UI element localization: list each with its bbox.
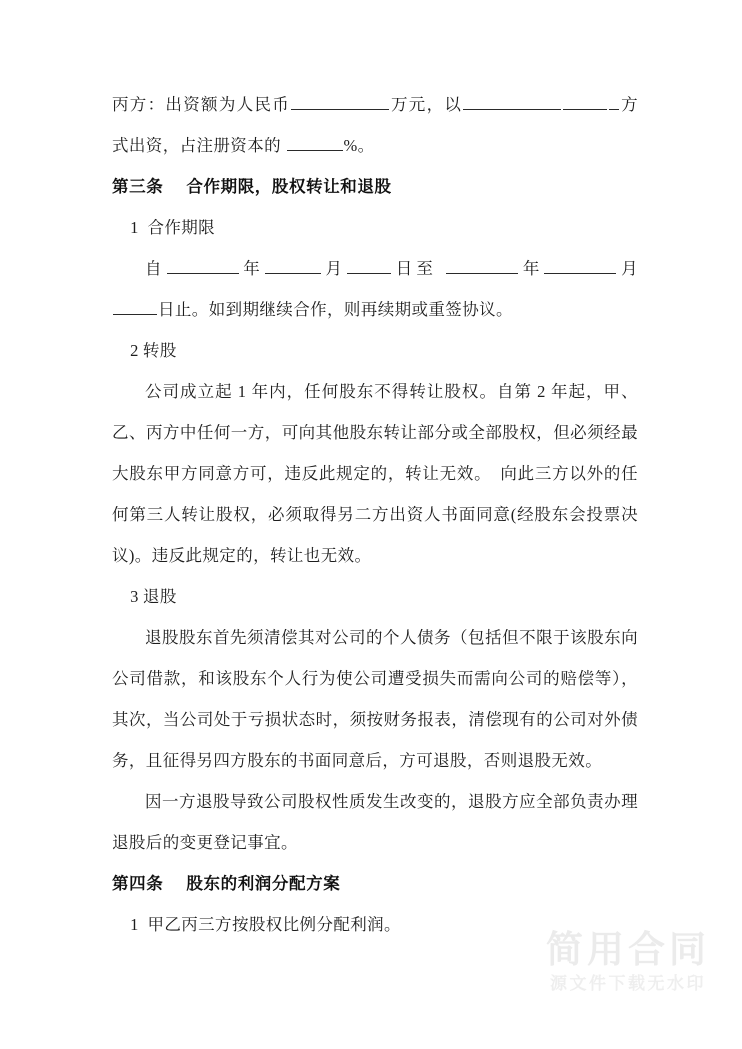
paragraph-party-c-contribution xyxy=(112,84,638,166)
term-dates-segment-2: 年 xyxy=(239,259,264,278)
paragraph-term-dates xyxy=(112,248,638,330)
subitem-4-1-profit-distribution xyxy=(112,904,638,945)
heading-article-four-number: 第四条 xyxy=(112,874,164,893)
paragraph-withdrawal-registration-change: 因一方退股导致公司股权性质发生改变的，退股方应全部负责办理退股后的变更登记事宜。 xyxy=(112,792,638,852)
blank-end-day[interactable] xyxy=(113,298,157,315)
party-c-text-segment-1: 丙方：出资额为人民币 xyxy=(112,95,291,114)
term-dates-segment-7: 日止。如到期继续合作，则再续期或重签协议。 xyxy=(158,300,513,319)
subitem-3-number: 3 xyxy=(130,587,139,606)
subitem-4-1-text: 甲乙丙三方按股权比例分配利润。 xyxy=(147,915,401,934)
party-c-text-segment-4: %。 xyxy=(343,136,375,155)
heading-article-four xyxy=(112,863,638,904)
term-dates-segment-1: 自 xyxy=(145,259,166,278)
blank-start-year[interactable] xyxy=(167,257,239,274)
subitem-3-text: 退股 xyxy=(142,587,177,606)
watermark-tagline-text: 源文件下载无水印 xyxy=(550,973,706,993)
party-c-text-segment-3: 方式出资，占注册资本的 xyxy=(112,95,639,155)
party-c-text-segment-2: 万元，以 xyxy=(390,95,463,114)
subitem-2-number: 2 xyxy=(130,341,139,360)
paragraph-share-withdrawal-body: 退股股东首先须清偿其对公司的个人债务（包括但不限于该股东向公司借款，和该股东个人行为使公司遭受损失而需向公司的赔偿等），其次，当公司处于亏损状态时，须按财务报表，清偿现有的公司对外债务，且征得另四方股东的书面同意后，方可退股，否则退股无效。 xyxy=(112,628,638,770)
document-content xyxy=(112,84,638,945)
blank-end-month[interactable] xyxy=(544,257,616,274)
watermark-brand-text: 简用合同 xyxy=(546,928,710,970)
heading-article-four-title: 股东的利润分配方案 xyxy=(186,874,341,893)
heading-article-three-number: 第三条 xyxy=(112,177,164,196)
heading-article-three-title: 合作期限，股权转让和退股 xyxy=(186,177,392,196)
blank-contribution-method-c[interactable] xyxy=(609,93,619,110)
subitem-1-text: 合作期限 xyxy=(147,218,216,237)
subitem-3-share-withdrawal xyxy=(112,576,638,617)
term-dates-segment-3: 月 xyxy=(321,259,347,278)
heading-article-three xyxy=(112,166,638,207)
blank-capital-percentage[interactable] xyxy=(287,134,343,151)
term-dates-segment-4: 日至 xyxy=(392,259,437,278)
subitem-1-number: 1 xyxy=(130,218,139,237)
blank-end-year[interactable] xyxy=(446,257,518,274)
term-dates-segment-5: 年 xyxy=(519,259,544,278)
blank-contribution-method-b[interactable] xyxy=(563,93,607,110)
blank-contribution-method-a[interactable] xyxy=(463,93,561,110)
paragraph-share-transfer-body: 公司成立起 1 年内，任何股东不得转让股权。自第 2 年起，甲、乙、丙方中任何一方，可向其他股东转让部分或全部股权，但必须经最大股东甲方同意方可，违反此规定的，转让无效。 向此三方以外的任何第三人转让股权，必须取得另二方出资人书面同意(经股东会投票决议)。违反此规定的，转让也无效。 xyxy=(112,382,638,565)
subitem-2-text: 转股 xyxy=(142,341,177,360)
subitem-1-cooperation-term xyxy=(112,207,638,248)
subitem-4-1-number: 1 xyxy=(130,915,139,934)
blank-contribution-amount[interactable] xyxy=(291,93,389,110)
term-dates-segment-6: 月 xyxy=(617,259,638,278)
subitem-2-share-transfer xyxy=(112,330,638,371)
blank-start-day[interactable] xyxy=(347,257,391,274)
blank-start-month[interactable] xyxy=(265,257,321,274)
